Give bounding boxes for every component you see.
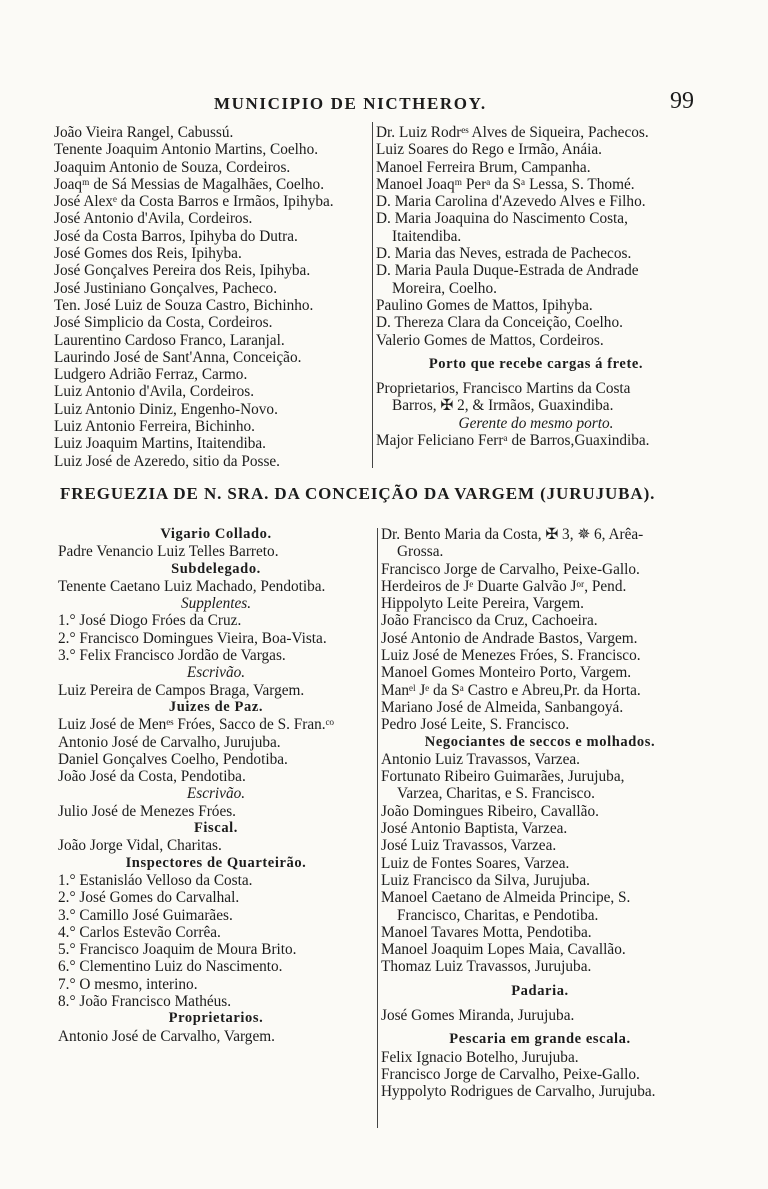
supplentes-heading: Supplentes. [180,595,252,613]
entry-continuation: Barros, ✠ 2, & Irmãos, Guaxindiba. [392,397,614,415]
lower-left-column [58,526,374,1045]
entry: Fortunato Ribeiro Guimarães, Jurujuba, [381,768,625,786]
entry: Luiz José de Menezes Fróes, S. Francisco. [381,647,641,665]
entry: Dr. Bento Maria da Costa, ✠ 3, ✵ 6, Arêa- [381,526,644,543]
gerente-heading: Gerente do mesmo porto. [458,414,614,432]
entry: 4.° Carlos Estevão Corrêa. [58,923,221,941]
entry: Antonio José de Carvalho, Jurujuba. [58,733,281,751]
entry: Valerio Gomes de Mattos, Cordeiros. [376,331,604,349]
entry: 2.° Francisco Domingues Vieira, Boa-Vista. [58,629,327,647]
entry: João Vieira Rangel, Cabussú. [54,124,234,141]
entry: Padre Venancio Luiz Telles Barreto. [58,543,279,561]
entry: José Gonçalves Pereira dos Reis, Ipihyba. [54,262,311,280]
entry: Luiz Antonio Ferreira, Bichinho. [54,418,255,436]
entry: José Gomes dos Reis, Ipihyba. [54,245,242,263]
entry: Manoel Ferreira Brum, Campanha. [376,158,591,176]
top-left-column [54,124,370,470]
entry: Hyppolyto Rodrigues de Carvalho, Jurujuba. [381,1083,656,1101]
negociantes-heading: Negociantes de seccos e molhados. [424,733,656,750]
entry: José Antonio Baptista, Varzea. [381,820,568,838]
entry: Manoel Caetano de Almeida Principe, S. [381,889,631,907]
entry: 1.° José Diogo Fróes da Cruz. [58,612,242,630]
section-title: FREGUEZIA DE N. SRA. DA CONCEIÇÃO DA VARGEM (JURUJUBA). [60,484,656,503]
entry: João Jorge Vidal, Charitas. [58,837,222,855]
vigario-heading: Vigario Collado. [160,526,272,542]
entry: Daniel Gonçalves Coelho, Pendotiba. [58,750,288,768]
entry: 8.° João Francisco Mathéus. [58,993,232,1011]
entry: D. Maria Carolina d'Azevedo Alves e Filho. [376,193,646,211]
entry: José Antonio d'Avila, Cordeiros. [54,210,253,228]
juizes-heading: Juizes de Paz. [168,698,264,715]
entry: Joaquim Antonio de Souza, Cordeiros. [54,158,291,176]
proprietarios-heading: Proprietarios. [168,1010,264,1027]
entry: Tenente Caetano Luiz Machado, Pendotiba. [58,577,326,595]
entry: 2.° José Gomes do Carvalhal. [58,889,240,907]
entry: Proprietarios, Francisco Martins da Costa [376,380,631,398]
entry: Luiz Joaquim Martins, Itaitendiba. [54,435,266,453]
entry: Ludgero Adrião Ferraz, Carmo. [54,366,248,384]
inspectores-heading: Inspectores de Quarteirão. [125,854,307,871]
page-number: 99 [670,88,694,114]
entry: Manoel Joaqᵐ Perᵃ da Sᵃ Lessa, S. Thomé. [376,175,635,193]
entry: Antonio Luiz Travassos, Varzea. [381,750,580,768]
entry: D. Maria Joaquina do Nascimento Costa, [376,210,628,228]
escrivao-heading: Escrivão. [186,785,246,803]
entry-continuation: Varzea, Charitas, e S. Francisco. [397,785,595,803]
entry: D. Maria Paula Duque-Estrada de Andrade [376,262,639,280]
column-divider [377,528,378,1128]
page-header [0,88,768,118]
entry: Julio José de Menezes Fróes. [58,802,237,820]
entry-continuation: Grossa. [397,543,444,561]
entry: Thomaz Luiz Travassos, Jurujuba. [381,958,592,976]
entry: D. Thereza Clara da Conceição, Coelho. [376,314,623,332]
pescaria-heading: Pescaria em grande escala. [449,1031,631,1048]
escrivao-heading: Escrivão. [186,664,246,682]
entry: Manoel Joaquim Lopes Maia, Cavallão. [381,941,626,959]
entry-continuation: Francisco, Charitas, e Pendotiba. [397,906,599,924]
column-divider [372,122,373,468]
entry: Luiz Antonio Diniz, Engenho-Novo. [54,400,278,418]
fiscal-heading: Fiscal. [193,820,239,837]
entry: Paulino Gomes de Mattos, Ipihyba. [376,296,593,314]
entry: Luiz Soares do Rego e Irmão, Anáia. [376,141,602,159]
lower-right-column [381,526,699,1101]
entry: Herdeiros de Jᵉ Duarte Galvão Jᵒʳ, Pend. [381,577,627,595]
entry: Felix Ignacio Botelho, Jurujuba. [381,1048,579,1066]
entry: José Simplicio da Costa, Cordeiros. [54,314,273,332]
padaria-heading: Padaria. [511,982,569,999]
entry: Luiz José de Azeredo, sitio da Posse. [54,452,281,470]
entry: José Alexᵉ da Costa Barros e Irmãos, Ipihyba. [54,193,334,211]
entry: José Justiniano Gonçalves, Pacheco. [54,279,278,297]
entry: Laurindo José de Sant'Anna, Conceição. [54,348,302,366]
entry: Luiz Antonio d'Avila, Cordeiros. [54,383,255,401]
entry: Mariano José de Almeida, Sanbangoyá. [381,698,624,716]
entry: 7.° O mesmo, interino. [58,975,198,993]
entry: Joaqᵐ de Sá Messias de Magalhães, Coelho. [54,175,325,193]
page-title: MUNICIPIO DE NICTHEROY. [214,94,487,113]
entry: José Gomes Miranda, Jurujuba. [381,1007,575,1025]
entry: Major Feliciano Ferrᵃ de Barros,Guaxindiba. [376,432,650,450]
subdelegado-heading: Subdelegado. [171,560,261,577]
entry: João José da Costa, Pendotiba. [58,768,246,786]
entry: Pedro José Leite, S. Francisco. [381,716,570,734]
entry: Luiz de Fontes Soares, Varzea. [381,854,570,872]
entry: Manoel Tavares Motta, Pendotiba. [381,923,592,941]
entry: Manoel Gomes Monteiro Porto, Vargem. [381,664,632,682]
entry: 6.° Clementino Luiz do Nascimento. [58,958,283,976]
entry: Antonio José de Carvalho, Vargem. [58,1027,275,1045]
entry: José Antonio de Andrade Bastos, Vargem. [381,629,638,647]
entry: 3.° Camillo José Guimarães. [58,906,233,924]
entry: Manᵉˡ Jᵉ da Sᵃ Castro e Abreu,Pr. da Horta. [381,681,641,699]
entry: Dr. Luiz Rodrᵉˢ Alves de Siqueira, Pachecos. [376,124,649,141]
entry: Hippolyto Leite Pereira, Vargem. [381,595,584,613]
entry: Francisco Jorge de Carvalho, Peixe-Gallo. [381,1065,640,1083]
entry: José da Costa Barros, Ipihyba do Dutra. [54,227,298,245]
entry: João Domingues Ribeiro, Cavallão. [381,802,599,820]
entry: João Francisco da Cruz, Cachoeira. [381,612,598,630]
entry: Luiz Francisco da Silva, Jurujuba. [381,871,591,889]
entry: Luiz José de Menᵉˢ Fróes, Sacco de S. Fran.ᶜᵒ [58,716,334,734]
entry: José Luiz Travassos, Varzea. [381,837,557,855]
entry: 1.° Estanisláo Velloso da Costa. [58,871,253,889]
entry: 3.° Felix Francisco Jordão de Vargas. [58,647,286,665]
entry: Luiz Pereira de Campos Braga, Vargem. [58,681,305,699]
entry: Tenente Joaquim Antonio Martins, Coelho. [54,141,319,159]
entry: 5.° Francisco Joaquim de Moura Brito. [58,941,297,959]
entry: Ten. José Luiz de Souza Castro, Bichinho. [54,296,314,314]
entry-continuation: Moreira, Coelho. [392,279,497,297]
entry: Laurentino Cardoso Franco, Laranjal. [54,331,285,349]
porto-heading: Porto que recebe cargas á frete. [428,355,644,372]
entry: Francisco Jorge de Carvalho, Peixe-Gallo. [381,560,640,578]
entry-continuation: Itaitendiba. [392,227,462,245]
top-right-column [376,124,696,449]
entry: D. Maria das Neves, estrada de Pachecos. [376,245,632,263]
